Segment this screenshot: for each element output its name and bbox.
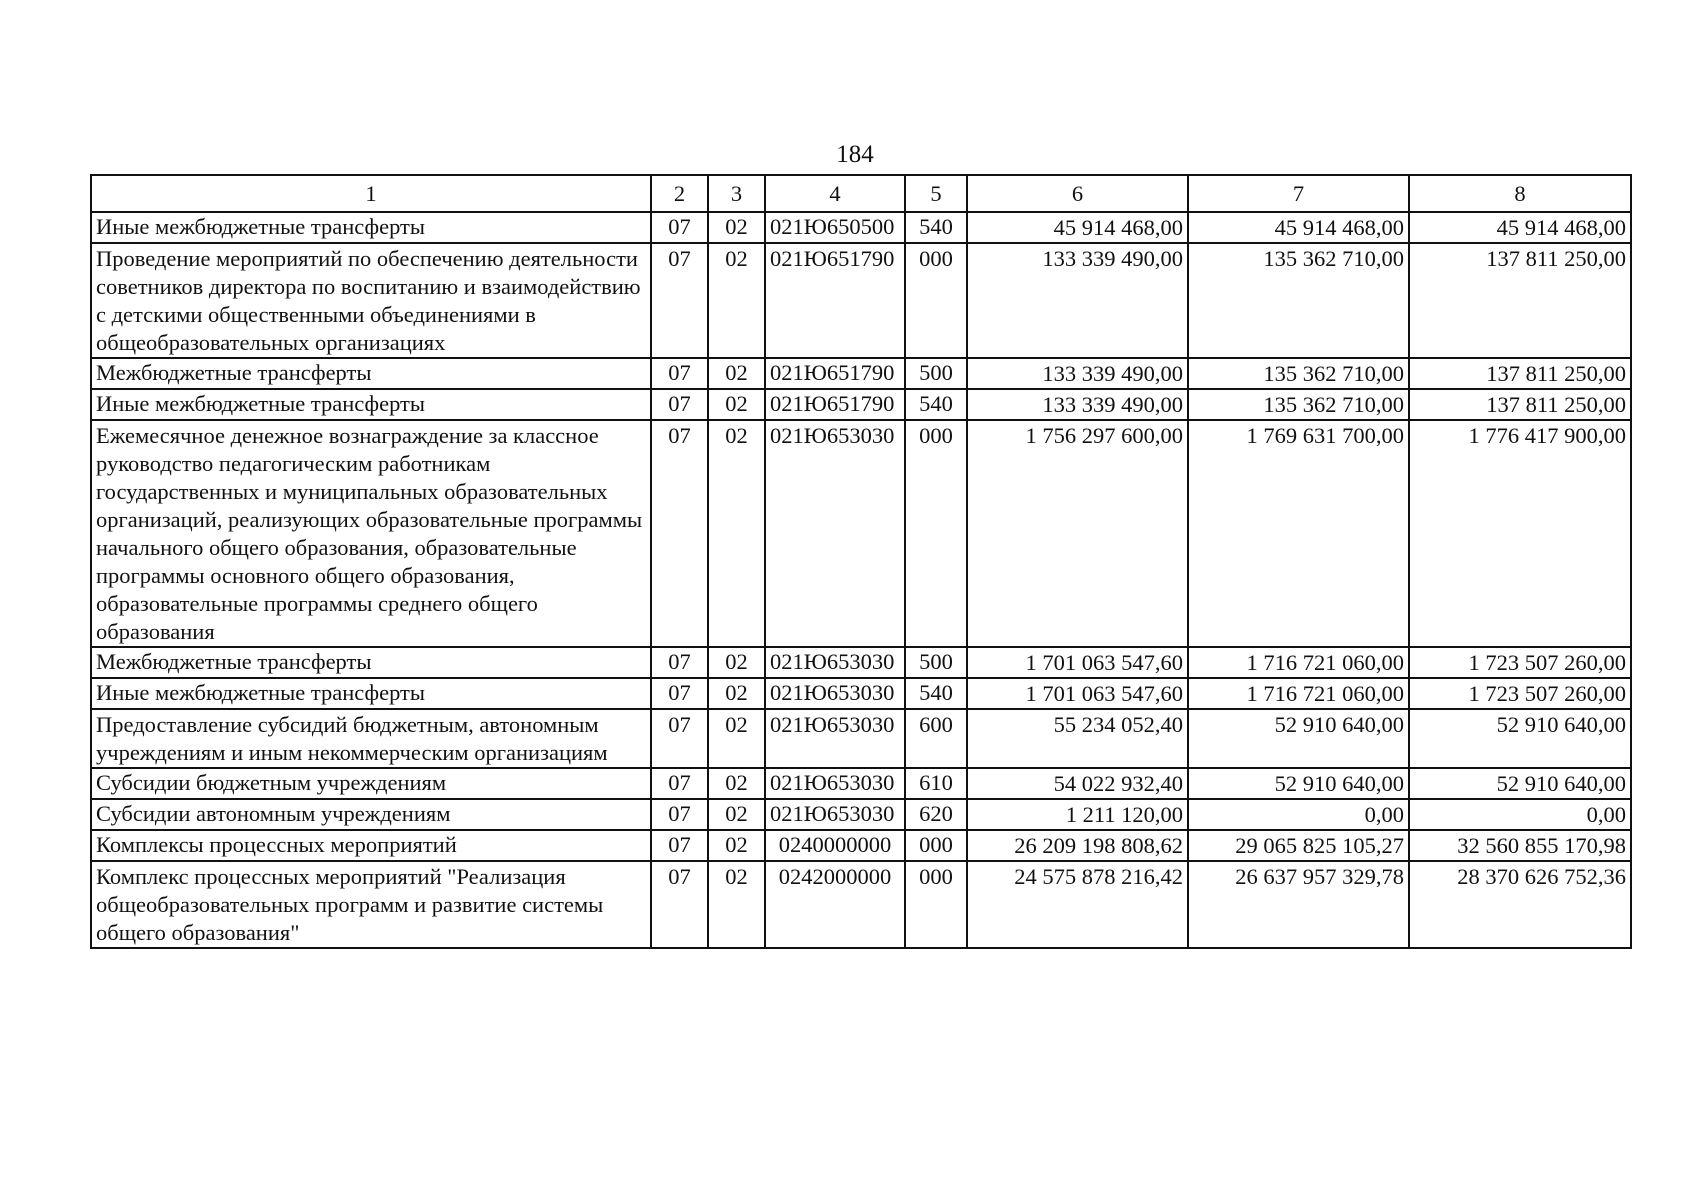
row-target-code: 021Ю653030 <box>765 768 905 799</box>
row-subsection: 02 <box>708 243 765 358</box>
row-target-code: 021Ю653030 <box>765 420 905 647</box>
row-name: Иные межбюджетные трансферты <box>91 389 651 420</box>
header-cell: 3 <box>708 175 765 212</box>
row-amount-col6: 1 701 063 547,60 <box>967 678 1188 709</box>
row-amount-col8: 137 811 250,00 <box>1409 358 1631 389</box>
table-row <box>91 420 1631 647</box>
row-section: 07 <box>651 212 708 243</box>
header-cell: 1 <box>91 175 651 212</box>
row-expense-type: 540 <box>905 678 967 709</box>
row-amount-col8: 1 776 417 900,00 <box>1409 420 1631 647</box>
table-row <box>91 709 1631 768</box>
row-amount-col6: 1 211 120,00 <box>967 799 1188 830</box>
row-expense-type: 540 <box>905 389 967 420</box>
row-subsection: 02 <box>708 861 765 948</box>
row-amount-col6: 1 701 063 547,60 <box>967 647 1188 678</box>
row-target-code: 021Ю651790 <box>765 243 905 358</box>
row-amount-col7: 29 065 825 105,27 <box>1188 830 1409 861</box>
row-section: 07 <box>651 861 708 948</box>
row-amount-col8: 1 723 507 260,00 <box>1409 678 1631 709</box>
row-expense-type: 000 <box>905 243 967 358</box>
row-amount-col7: 135 362 710,00 <box>1188 389 1409 420</box>
header-cell: 6 <box>967 175 1188 212</box>
header-cell: 5 <box>905 175 967 212</box>
row-expense-type: 620 <box>905 799 967 830</box>
row-target-code: 021Ю653030 <box>765 799 905 830</box>
row-section: 07 <box>651 420 708 647</box>
row-amount-col7: 26 637 957 329,78 <box>1188 861 1409 948</box>
row-amount-col6: 133 339 490,00 <box>967 389 1188 420</box>
row-section: 07 <box>651 389 708 420</box>
row-amount-col8: 28 370 626 752,36 <box>1409 861 1631 948</box>
row-amount-col7: 52 910 640,00 <box>1188 709 1409 768</box>
row-section: 07 <box>651 647 708 678</box>
row-subsection: 02 <box>708 768 765 799</box>
row-section: 07 <box>651 358 708 389</box>
row-target-code: 021Ю653030 <box>765 678 905 709</box>
row-amount-col8: 32 560 855 170,98 <box>1409 830 1631 861</box>
row-target-code: 021Ю651790 <box>765 389 905 420</box>
row-expense-type: 000 <box>905 861 967 948</box>
header-cell: 2 <box>651 175 708 212</box>
row-amount-col6: 54 022 932,40 <box>967 768 1188 799</box>
row-amount-col7: 52 910 640,00 <box>1188 768 1409 799</box>
table-header-row <box>91 175 1631 212</box>
header-cell: 8 <box>1409 175 1631 212</box>
row-amount-col6: 1 756 297 600,00 <box>967 420 1188 647</box>
row-subsection: 02 <box>708 389 765 420</box>
row-amount-col6: 133 339 490,00 <box>967 243 1188 358</box>
table-row <box>91 799 1631 830</box>
row-amount-col8: 1 723 507 260,00 <box>1409 647 1631 678</box>
row-amount-col6: 55 234 052,40 <box>967 709 1188 768</box>
row-expense-type: 600 <box>905 709 967 768</box>
table-row <box>91 768 1631 799</box>
row-target-code: 0242000000 <box>765 861 905 948</box>
row-amount-col7: 1 716 721 060,00 <box>1188 678 1409 709</box>
row-subsection: 02 <box>708 799 765 830</box>
row-name: Комплекс процессных мероприятий "Реализация общеобразовательных программ и развитие системы общего образования" <box>91 861 651 948</box>
row-amount-col7: 1 716 721 060,00 <box>1188 647 1409 678</box>
table-row <box>91 212 1631 243</box>
row-section: 07 <box>651 830 708 861</box>
row-amount-col6: 24 575 878 216,42 <box>967 861 1188 948</box>
row-subsection: 02 <box>708 420 765 647</box>
row-target-code: 021Ю651790 <box>765 358 905 389</box>
row-subsection: 02 <box>708 212 765 243</box>
row-section: 07 <box>651 243 708 358</box>
row-target-code: 0240000000 <box>765 830 905 861</box>
row-amount-col7: 45 914 468,00 <box>1188 212 1409 243</box>
page-number: 184 <box>836 141 874 168</box>
header-cell: 7 <box>1188 175 1409 212</box>
row-expense-type: 500 <box>905 358 967 389</box>
row-name: Комплексы процессных мероприятий <box>91 830 651 861</box>
row-subsection: 02 <box>708 678 765 709</box>
table-row <box>91 678 1631 709</box>
budget-table <box>90 174 1632 949</box>
row-name: Иные межбюджетные трансферты <box>91 678 651 709</box>
row-amount-col6: 45 914 468,00 <box>967 212 1188 243</box>
row-name: Иные межбюджетные трансферты <box>91 212 651 243</box>
row-name: Субсидии автономным учреждениям <box>91 799 651 830</box>
table-row <box>91 243 1631 358</box>
row-name: Межбюджетные трансферты <box>91 647 651 678</box>
row-amount-col7: 0,00 <box>1188 799 1409 830</box>
row-section: 07 <box>651 799 708 830</box>
row-amount-col7: 135 362 710,00 <box>1188 243 1409 358</box>
row-name: Субсидии бюджетным учреждениям <box>91 768 651 799</box>
row-amount-col8: 137 811 250,00 <box>1409 243 1631 358</box>
row-name: Ежемесячное денежное вознаграждение за классное руководство педагогическим работникам государственных и муниципальных образовательных организаций, реализующих образовательные программы начального общего образования, образовательные программы основного общего образования, образовательные программы среднего общего образования <box>91 420 651 647</box>
row-amount-col8: 45 914 468,00 <box>1409 212 1631 243</box>
row-amount-col6: 26 209 198 808,62 <box>967 830 1188 861</box>
row-subsection: 02 <box>708 358 765 389</box>
row-amount-col8: 0,00 <box>1409 799 1631 830</box>
table-row <box>91 861 1631 948</box>
row-expense-type: 500 <box>905 647 967 678</box>
row-section: 07 <box>651 709 708 768</box>
table-row <box>91 647 1631 678</box>
table-row <box>91 830 1631 861</box>
header-cell: 4 <box>765 175 905 212</box>
row-amount-col7: 135 362 710,00 <box>1188 358 1409 389</box>
table-row <box>91 358 1631 389</box>
row-amount-col7: 1 769 631 700,00 <box>1188 420 1409 647</box>
row-target-code: 021Ю653030 <box>765 709 905 768</box>
row-target-code: 021Ю650500 <box>765 212 905 243</box>
row-name: Предоставление субсидий бюджетным, автономным учреждениям и иным некоммерческим организациям <box>91 709 651 768</box>
row-expense-type: 610 <box>905 768 967 799</box>
row-amount-col8: 52 910 640,00 <box>1409 709 1631 768</box>
row-expense-type: 000 <box>905 830 967 861</box>
row-name: Проведение мероприятий по обеспечению деятельности советников директора по воспитанию и взаимодействию с детскими общественными объединениями в общеобразовательных организациях <box>91 243 651 358</box>
row-expense-type: 000 <box>905 420 967 647</box>
row-name: Межбюджетные трансферты <box>91 358 651 389</box>
row-section: 07 <box>651 768 708 799</box>
table-row <box>91 389 1631 420</box>
row-subsection: 02 <box>708 709 765 768</box>
row-amount-col6: 133 339 490,00 <box>967 358 1188 389</box>
row-subsection: 02 <box>708 830 765 861</box>
row-amount-col8: 137 811 250,00 <box>1409 389 1631 420</box>
row-section: 07 <box>651 678 708 709</box>
row-amount-col8: 52 910 640,00 <box>1409 768 1631 799</box>
row-expense-type: 540 <box>905 212 967 243</box>
row-target-code: 021Ю653030 <box>765 647 905 678</box>
row-subsection: 02 <box>708 647 765 678</box>
